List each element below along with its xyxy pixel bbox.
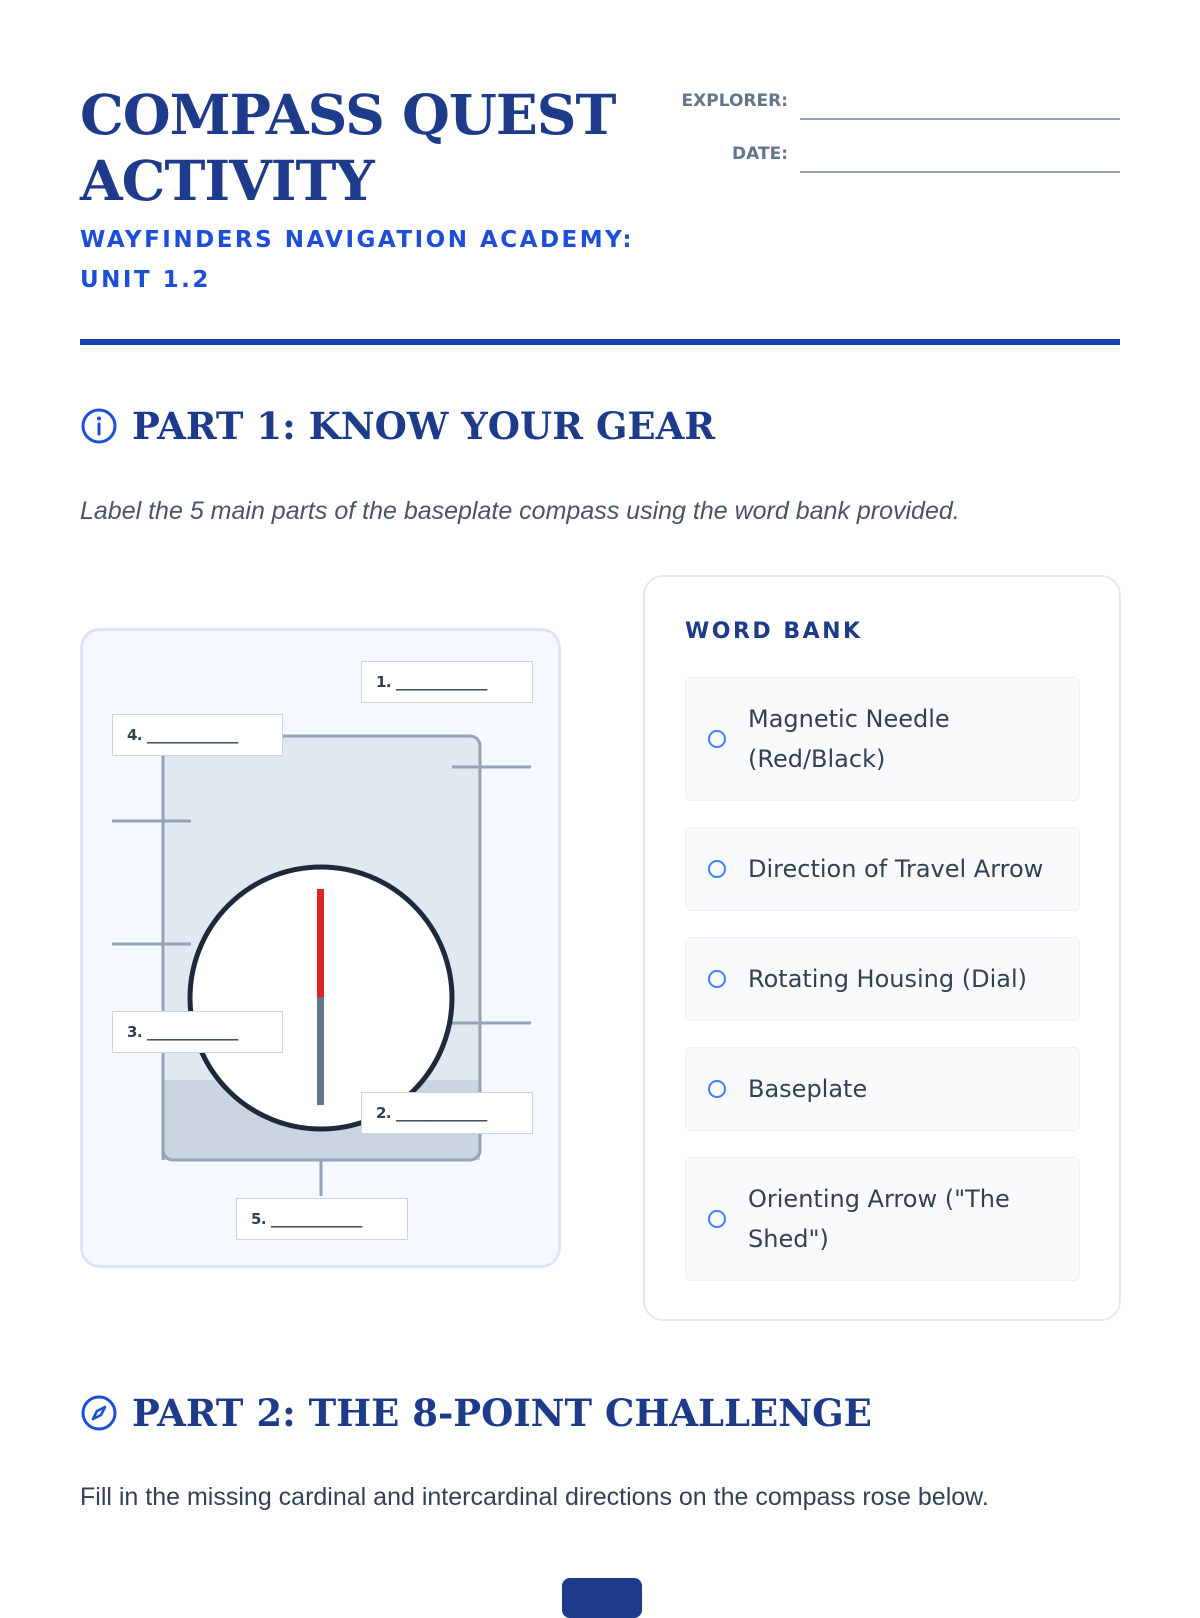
compass-icon xyxy=(80,1394,118,1432)
compass-diagram xyxy=(80,628,561,1268)
word-bank-item-label: Baseplate xyxy=(748,1075,868,1103)
part1-heading-text: PART 1: KNOW YOUR GEAR xyxy=(132,404,716,448)
word-bank-item-label: Rotating Housing (Dial) xyxy=(748,965,1027,993)
word-bank-item[interactable] xyxy=(685,677,1080,801)
explorer-label: EXPLORER: xyxy=(681,91,788,111)
explorer-field[interactable] xyxy=(800,118,1120,120)
word-bank-item[interactable] xyxy=(685,827,1080,911)
word-bank-card xyxy=(643,575,1121,1321)
date-field[interactable] xyxy=(800,171,1120,173)
info-circle-icon xyxy=(80,407,118,445)
word-bank-item-label: Magnetic Needle (Red/Black) xyxy=(748,705,950,773)
page-title: COMPASS QUEST ACTIVITY xyxy=(80,82,616,213)
label-blank-3[interactable]: 3. _____________ xyxy=(112,1011,283,1053)
part2-heading-text: PART 2: THE 8-POINT CHALLENGE xyxy=(132,1391,872,1435)
word-bank-item[interactable] xyxy=(685,937,1080,1021)
word-bank-title: WORD BANK xyxy=(685,619,863,644)
needle-north xyxy=(317,889,324,997)
radio-icon[interactable] xyxy=(708,1210,726,1228)
page-subtitle: WAYFINDERS NAVIGATION ACADEMY: UNIT 1.2 xyxy=(80,227,635,293)
label-blank-2[interactable]: 2. _____________ xyxy=(361,1092,533,1134)
word-bank-item[interactable] xyxy=(685,1047,1080,1131)
needle-south xyxy=(317,997,324,1105)
word-bank-item-label: Orienting Arrow ("The Shed") xyxy=(748,1185,1010,1253)
part2-heading xyxy=(80,1391,872,1435)
date-label: DATE: xyxy=(732,144,788,164)
label-blank-5[interactable]: 5. _____________ xyxy=(236,1198,408,1240)
part1-instruction: Label the 5 main parts of the baseplate compass using the word bank provided. xyxy=(80,497,960,525)
word-bank-item-label: Direction of Travel Arrow xyxy=(748,855,1044,883)
radio-icon[interactable] xyxy=(708,1080,726,1098)
part1-heading xyxy=(80,404,715,448)
part2-instruction: Fill in the missing cardinal and intercardinal directions on the compass rose below. xyxy=(80,1483,989,1511)
label-blank-4[interactable]: 4. _____________ xyxy=(112,714,283,756)
compass-rose-top-marker xyxy=(562,1578,642,1618)
header-divider xyxy=(80,339,1120,345)
word-bank-item[interactable] xyxy=(685,1157,1080,1281)
label-blank-1[interactable]: 1. _____________ xyxy=(361,661,533,703)
radio-icon[interactable] xyxy=(708,730,726,748)
radio-icon[interactable] xyxy=(708,860,726,878)
radio-icon[interactable] xyxy=(708,970,726,988)
